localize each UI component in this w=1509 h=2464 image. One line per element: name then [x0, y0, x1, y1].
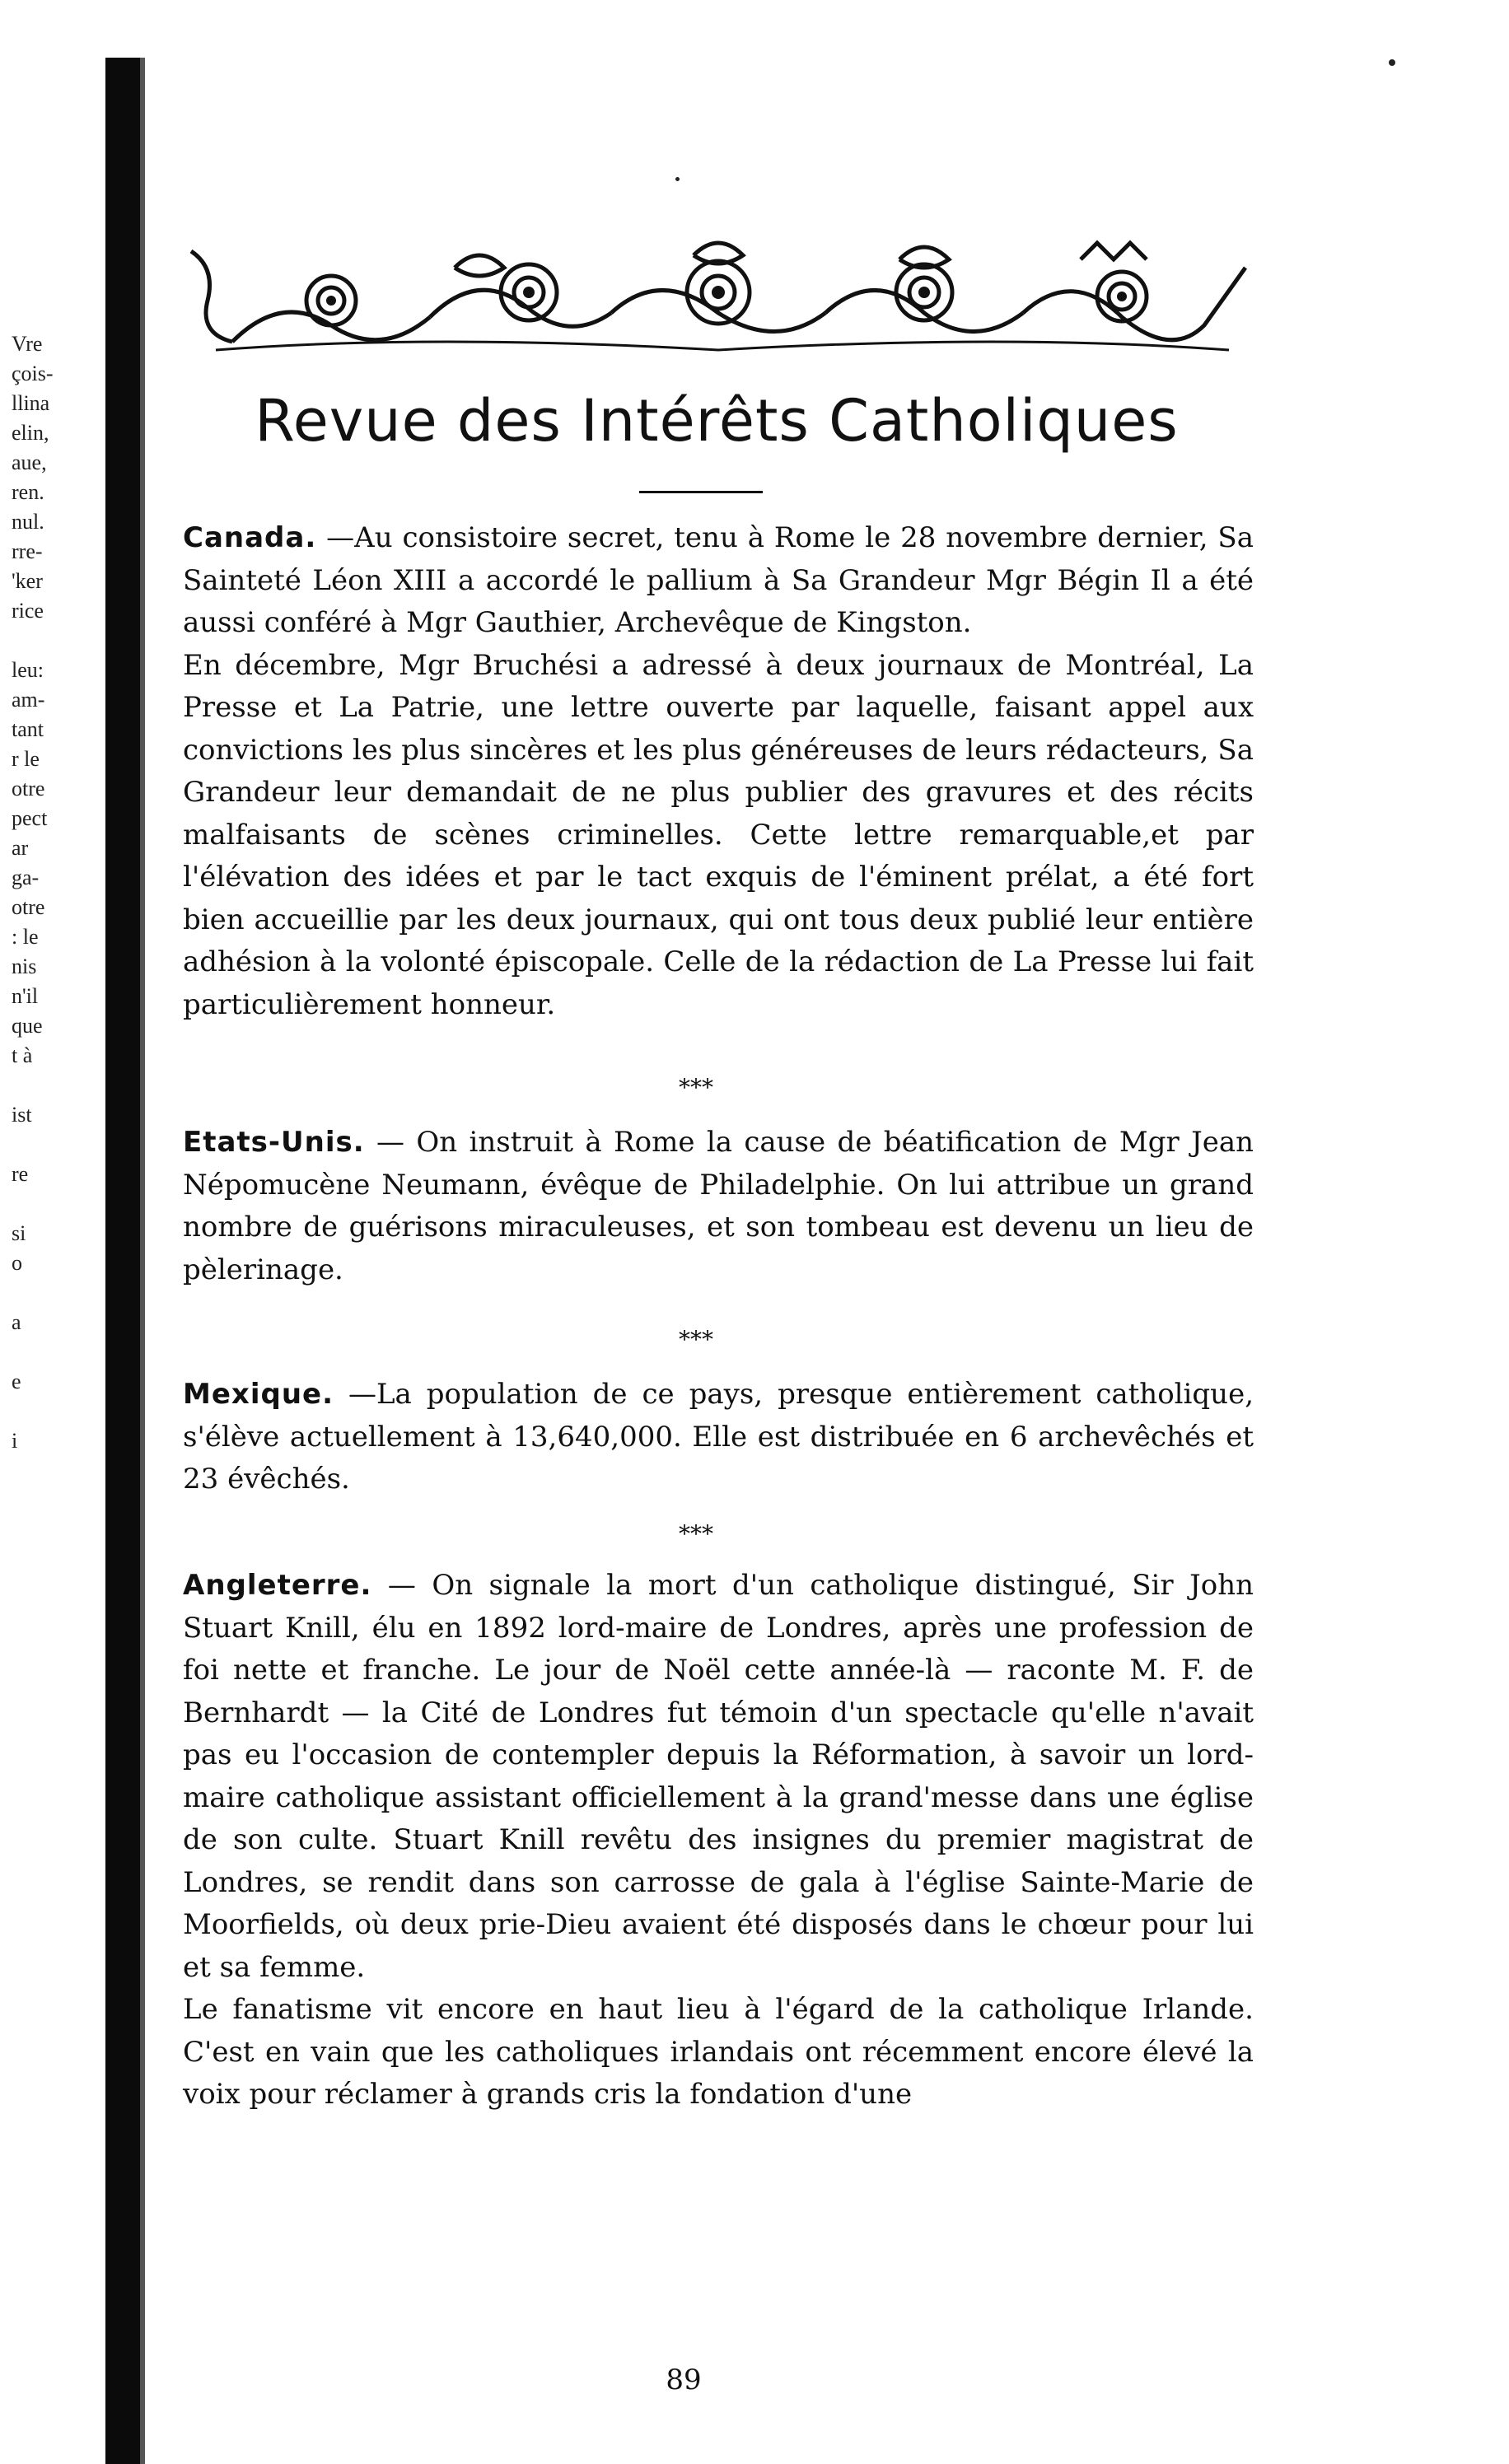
margin-fragment: t à [12, 1043, 33, 1067]
speck [675, 177, 680, 181]
margin-fragment: rice [12, 599, 44, 623]
paragraph-text: — On signale la mort d'un catholique distingué, Sir John Stuart Knill, élu en 1892 lord-maire de Londres, après une profession de foi nette et franche. Le jour de Noël cette année-là — raconte M. F. de Bernhardt — la Cité de Londres fut témoin d'un spectacle qu'elle n'avait pas eu l'occasion de contempler depuis la Réformation, à savoir un lord-maire catholique assistant officiellement à la grand'messe dans une église de son culte. Stuart Knill revêtu des insignes du premier magistrat de Londres, se rendit dans son carrosse de gala à l'église Sainte-Marie de Moorfields, où deux prie-Dieu avaient été disposés dans le chœur pour lui et sa femme. [183, 1569, 1254, 1984]
margin-fragment: ren. [12, 480, 44, 504]
margin-fragment [12, 1278, 102, 1308]
margin-fragment: o [12, 1251, 22, 1275]
title-rule [639, 491, 763, 493]
margin-fragment [12, 1130, 102, 1160]
margin-fragment: leu: [12, 658, 44, 682]
section-separator: *** [679, 1074, 713, 1101]
facing-page-margin-fragments [12, 329, 102, 1486]
margin-fragment: ar [12, 836, 29, 860]
section-mexique [183, 1374, 1254, 1501]
margin-fragment: r le [12, 747, 40, 771]
section-separator: *** [679, 1326, 713, 1353]
section-etats-unis [183, 1122, 1254, 1291]
margin-fragment: i [12, 1429, 18, 1453]
section-angleterre [183, 1565, 1254, 2116]
binding-edge [140, 58, 145, 2464]
page-title: Revue des Intérêts Catholiques [255, 387, 1179, 455]
section-heading: Canada. [183, 521, 317, 554]
margin-fragment: n'il [12, 984, 39, 1008]
book-binding-shadow [105, 58, 142, 2464]
margin-fragment: que [12, 1014, 43, 1038]
section-canada [183, 517, 1254, 1026]
margin-fragment [12, 1337, 102, 1367]
margin-fragment [12, 1397, 102, 1426]
paragraph [183, 517, 1254, 645]
section-heading: Mexique. [183, 1378, 334, 1411]
paragraph [183, 1374, 1254, 1501]
margin-fragment: ist [12, 1103, 32, 1127]
margin-fragment [12, 1189, 102, 1219]
paragraph: En décembre, Mgr Bruchési a adressé à deux journaux de Montréal, La Presse et La Patrie, une lettre ouverte par laquelle, faisant appel aux convictions les plus sincères et les plus généreuses de leurs rédacteurs, Sa Grandeur leur demandait de ne plus publier des gravures et des récits malfaisants de scènes criminelles. Cette lettre remarquable,et par l'élévation des idées et par le tact exquis de l'éminent prélat, a été fort bien accueillie par les deux journaux, qui ont tous deux publié leur entière adhésion à la volonté épiscopale. Celle de la rédaction de La Presse lui fait particulièrement honneur. [183, 648, 1254, 1021]
section-separator: *** [679, 1520, 713, 1547]
paragraph-text: —Au consistoire secret, tenu à Rome le 28 novembre dernier, Sa Sainteté Léon XIII a accordé le pallium à Sa Grandeur Mgr Bégin Il a été aussi conféré à Mgr Gauthier, Archevêque de Kingston. [183, 521, 1254, 639]
margin-fragment: aue, [12, 450, 47, 474]
section-heading: Angleterre. [183, 1569, 372, 1602]
paragraph [183, 1565, 1254, 1989]
margin-fragment: tant [12, 717, 44, 741]
section-heading: Etats-Unis. [183, 1126, 365, 1159]
margin-fragment: otre [12, 895, 45, 919]
margin-fragment: pect [12, 806, 48, 830]
margin-fragment: rre- [12, 539, 43, 563]
margin-fragment [12, 626, 102, 656]
margin-fragment: nul. [12, 510, 44, 534]
margin-fragment: am- [12, 688, 45, 712]
margin-fragment [12, 1071, 102, 1100]
margin-fragment: elin, [12, 421, 49, 445]
margin-fragment: çois- [12, 362, 54, 385]
decorative-header-ornament [183, 235, 1254, 358]
margin-fragment: Vre [12, 332, 43, 356]
margin-fragment: otre [12, 777, 45, 800]
paragraph [183, 1122, 1254, 1291]
margin-fragment: ga- [12, 866, 40, 889]
margin-fragment: 'ker [12, 569, 43, 593]
paragraph-text: — On instruit à Rome la cause de béatification de Mgr Jean Népomucène Neumann, évêque de Philadelphie. On lui attribue un grand nombre de guérisons miraculeuses, et son tombeau est devenu un lieu de pèlerinage. [183, 1126, 1254, 1286]
page-number: 89 [666, 2364, 702, 2396]
margin-fragment: nis [12, 954, 37, 978]
margin-fragment: : le [12, 925, 39, 949]
speck [1389, 59, 1395, 66]
margin-fragment: a [12, 1310, 21, 1334]
margin-fragment: e [12, 1370, 21, 1393]
margin-fragment: llina [12, 391, 50, 415]
margin-fragment: re [12, 1162, 29, 1186]
margin-fragment [12, 1456, 102, 1486]
margin-fragment: si [12, 1221, 26, 1245]
paragraph-text: —La population de ce pays, presque entièrement catholique, s'élève actuellement à 13,640,000. Elle est distribuée en 6 archevêchés et 23 évêchés. [183, 1378, 1254, 1496]
paragraph: Le fanatisme vit encore en haut lieu à l'égard de la catholique Irlande. C'est en vain que les catholiques irlandais ont récemment encore élevé la voix pour réclamer à grands cris la fondation d'une [183, 1993, 1254, 2111]
